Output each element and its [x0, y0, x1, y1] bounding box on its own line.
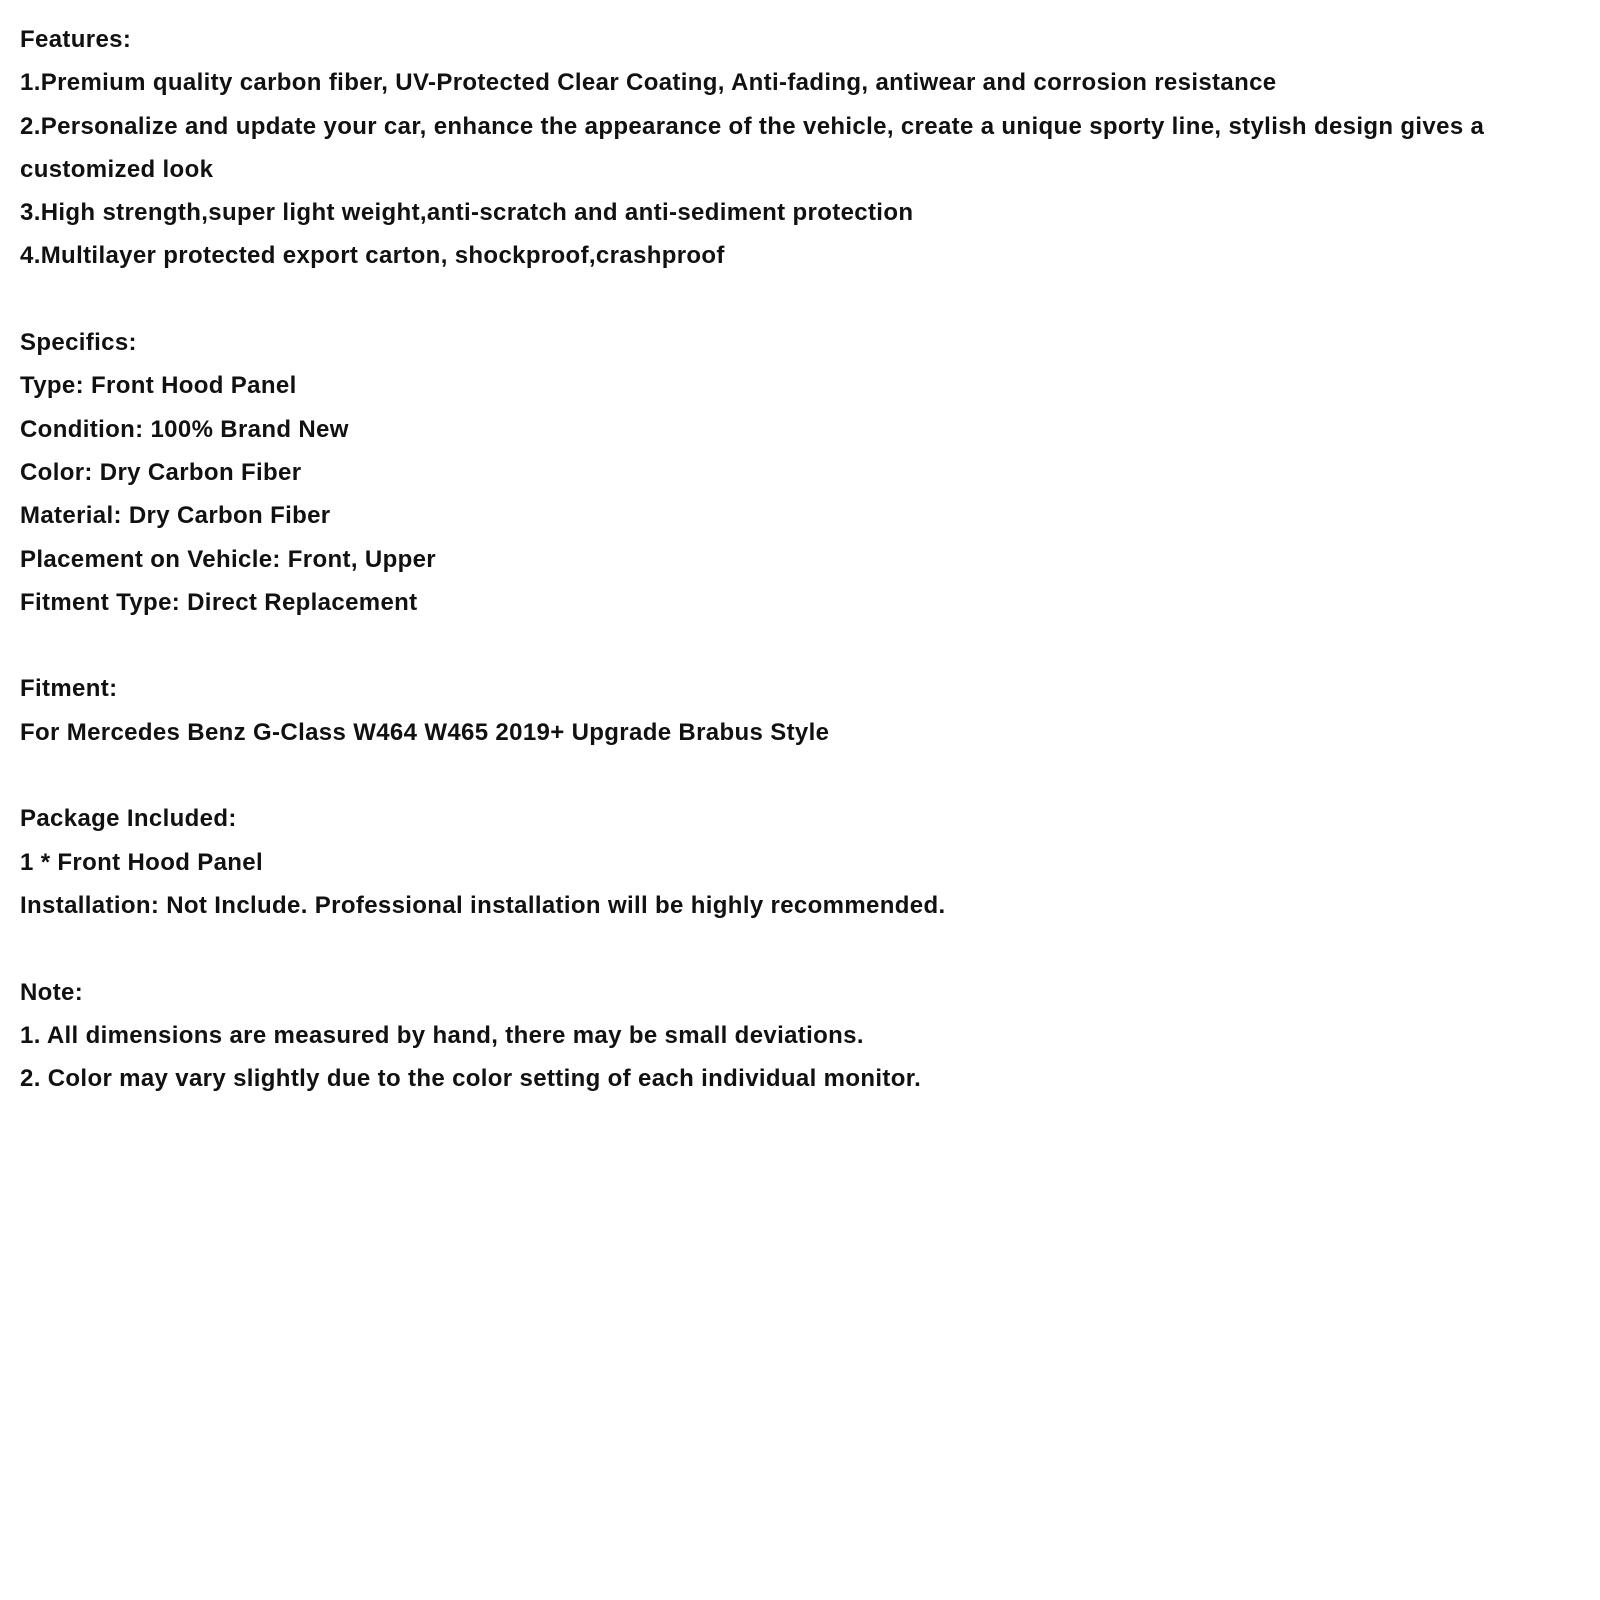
- feature-item: 2.Personalize and update your car, enhance the appearance of the vehicle, create a unique sporty line, stylish design gives a customized look: [20, 112, 1485, 183]
- note-section: [20, 971, 1595, 1101]
- section-spacer: [20, 927, 1595, 970]
- specific-item: Material: Dry Carbon Fiber: [20, 502, 331, 530]
- fitment-section: [20, 667, 1595, 754]
- section-spacer: [20, 754, 1595, 797]
- package-section: [20, 797, 1595, 927]
- package-heading: Package Included:: [20, 805, 237, 833]
- feature-item: 4.Multilayer protected export carton, shockproof,crashproof: [20, 242, 725, 270]
- specific-item: Type: Front Hood Panel: [20, 372, 297, 400]
- note-item: 2. Color may vary slightly due to the color setting of each individual monitor.: [20, 1065, 922, 1093]
- product-description: [20, 18, 1595, 1100]
- features-heading: Features:: [20, 26, 132, 53]
- feature-item: 1.Premium quality carbon fiber, UV-Protected Clear Coating, Anti-fading, antiwear and corrosion resistance: [20, 69, 1277, 97]
- specific-item: Fitment Type: Direct Replacement: [20, 588, 418, 616]
- features-section: [20, 18, 1595, 278]
- note-item: 1. All dimensions are measured by hand, there may be small deviations.: [20, 1021, 864, 1049]
- specific-item: Color: Dry Carbon Fiber: [20, 458, 302, 486]
- fitment-heading: Fitment:: [20, 675, 118, 703]
- package-item: Installation: Not Include. Professional installation will be highly recommended.: [20, 891, 946, 919]
- specific-item: Condition: 100% Brand New: [20, 415, 349, 443]
- specifics-section: [20, 321, 1595, 624]
- specific-item: Placement on Vehicle: Front, Upper: [20, 545, 436, 573]
- section-spacer: [20, 278, 1595, 321]
- section-spacer: [20, 624, 1595, 667]
- specifics-heading: Specifics:: [20, 329, 137, 357]
- fitment-item: For Mercedes Benz G-Class W464 W465 2019+ Upgrade Brabus Style: [20, 718, 830, 746]
- package-item: 1 * Front Hood Panel: [20, 848, 264, 876]
- feature-item: 3.High strength,super light weight,anti-scratch and anti-sediment protection: [20, 199, 914, 227]
- note-heading: Note:: [20, 978, 84, 1006]
